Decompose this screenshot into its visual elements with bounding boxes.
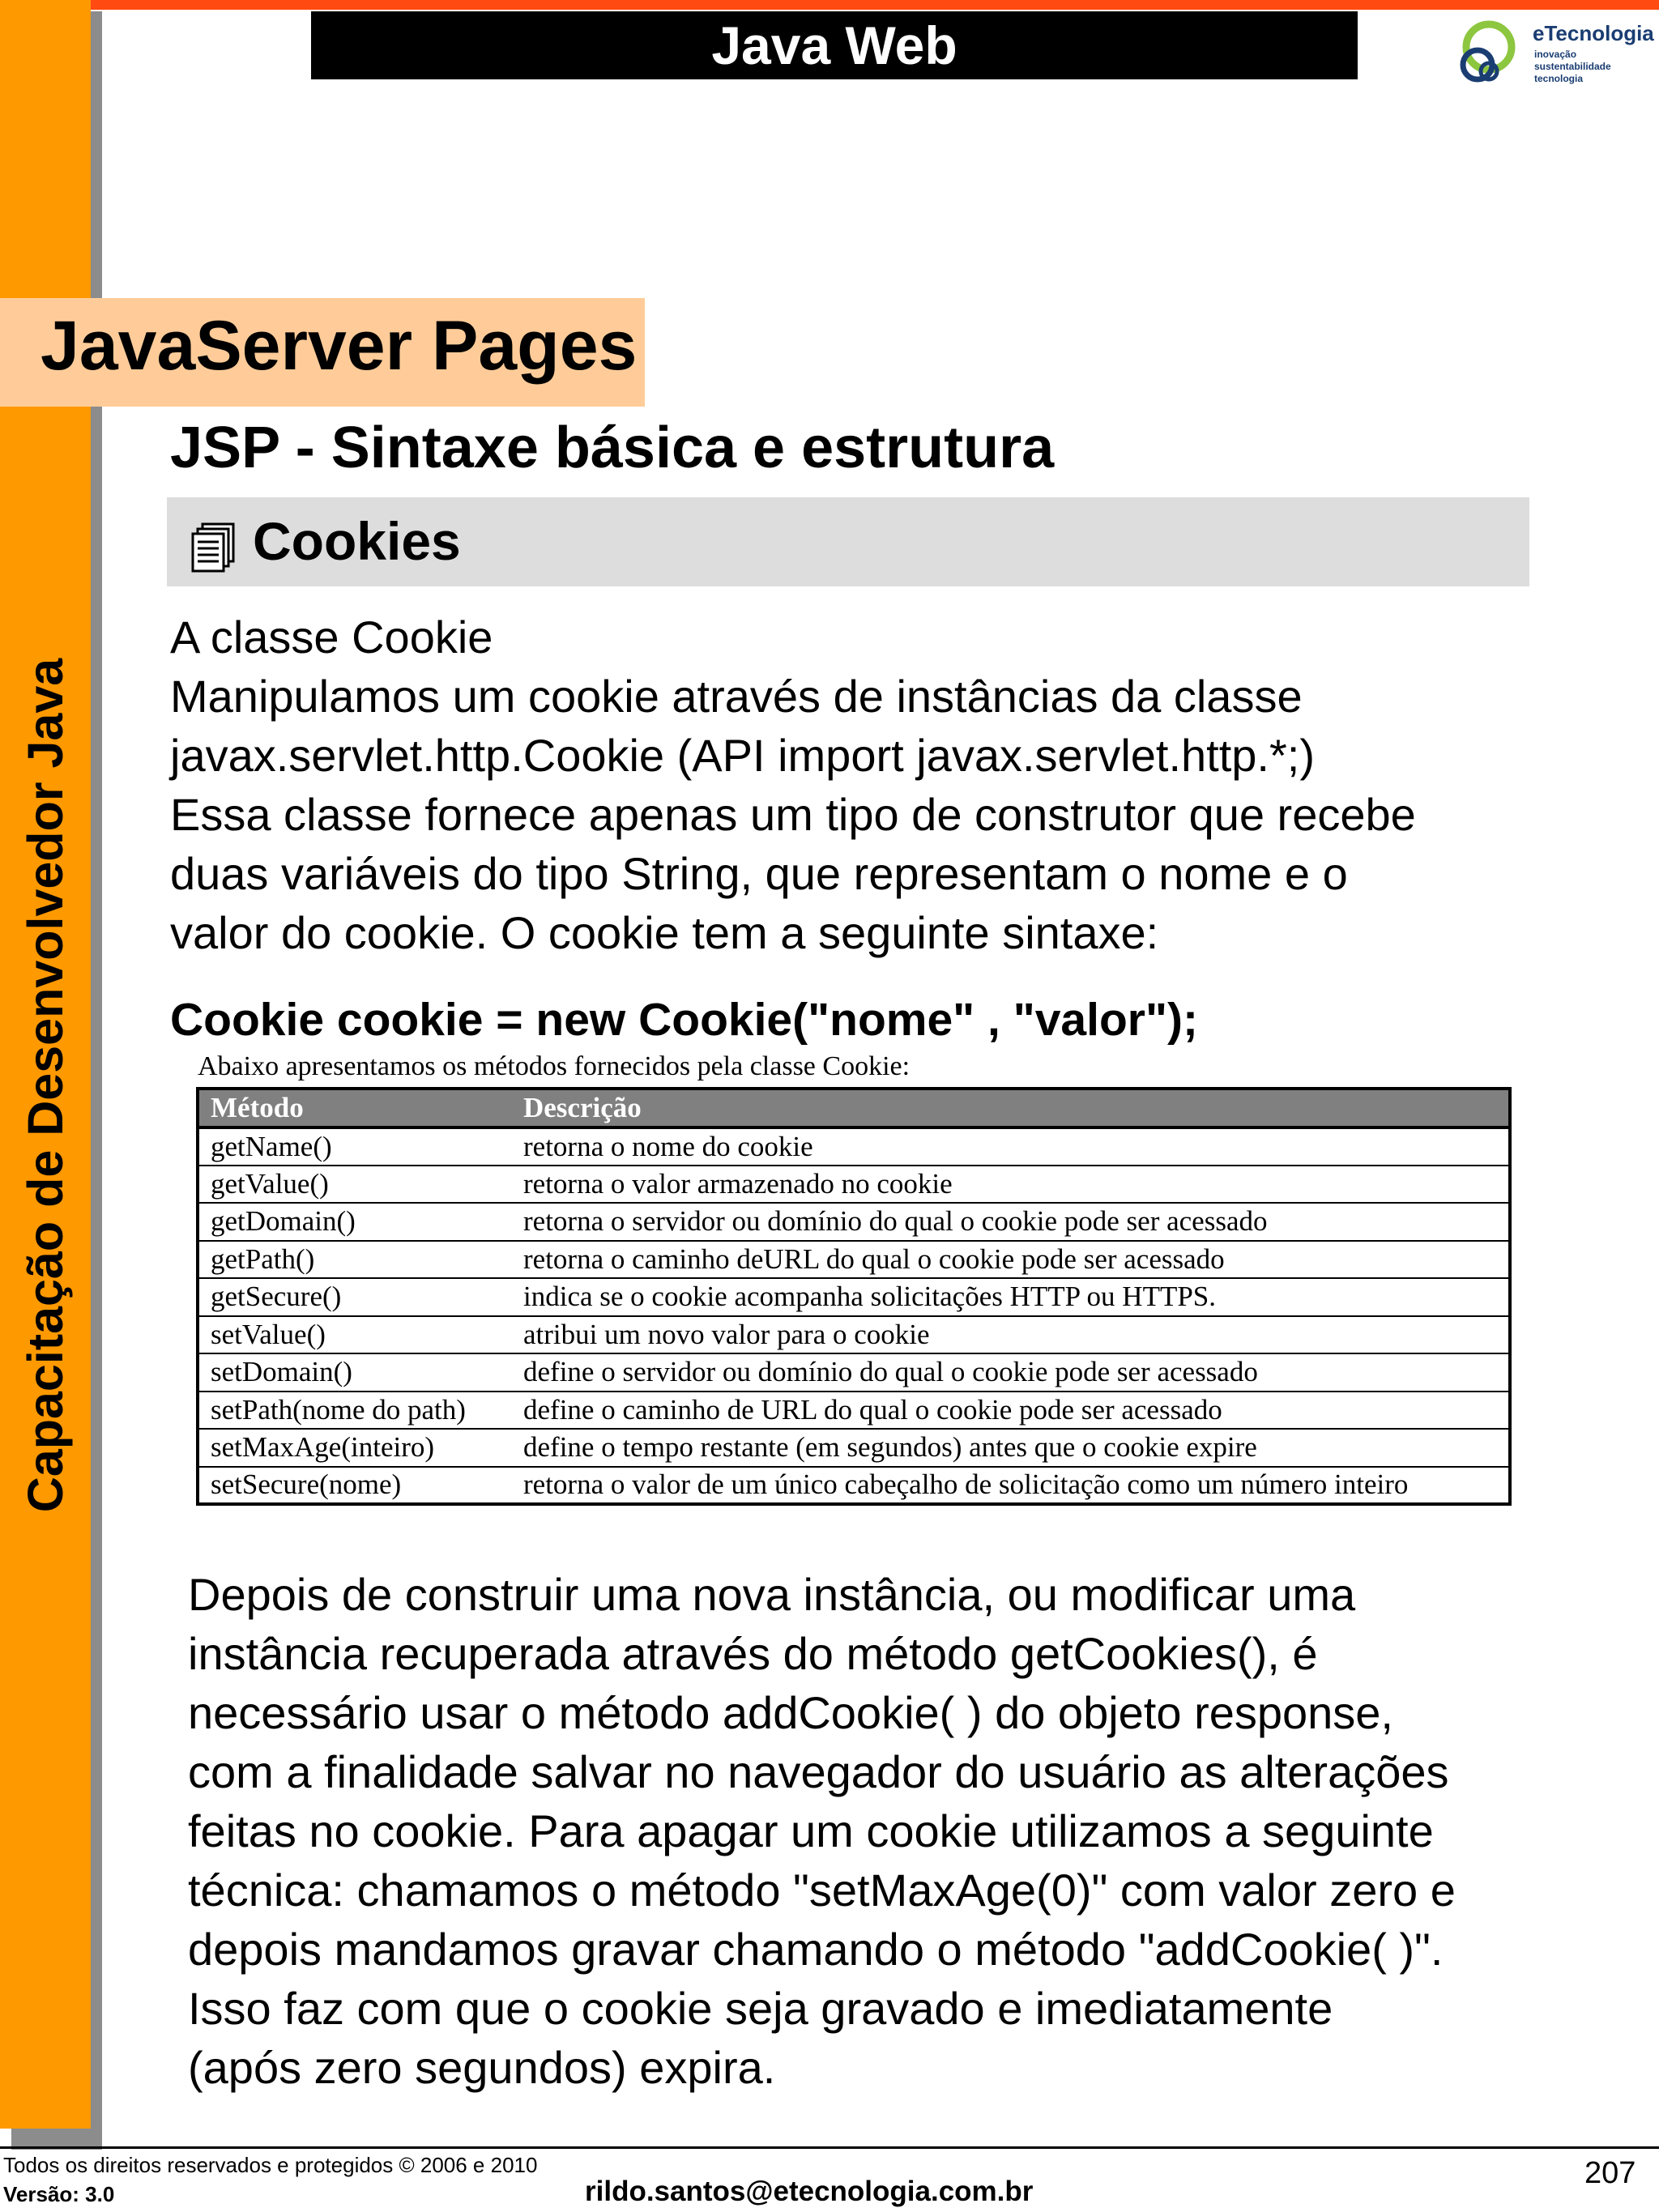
intro-paragraph	[170, 607, 1596, 962]
table-row	[198, 1241, 1510, 1279]
method-cell: getValue()	[198, 1166, 512, 1204]
description-cell: define o tempo restante (em segundos) antes que o cookie expire	[512, 1429, 1510, 1467]
description-cell: define o servidor ou domínio do qual o cookie pode ser acessado	[512, 1353, 1510, 1392]
intro-line: duas variáveis do tipo String, que representam o nome e o	[170, 848, 1348, 899]
description-cell: retorna o valor armazenado no cookie	[512, 1166, 1510, 1204]
logo-name: eTecnologia	[1533, 21, 1654, 45]
method-cell: setValue()	[198, 1316, 512, 1354]
intro-line: Essa classe fornece apenas um tipo de construtor que recebe	[170, 789, 1416, 840]
page-number: 207	[1584, 2156, 1636, 2190]
logo-mark-icon	[1452, 15, 1529, 92]
document-stack-icon	[191, 522, 237, 573]
intro-line: A classe Cookie	[170, 612, 493, 663]
footer-email: rildo.santos@etecnologia.com.br	[585, 2176, 1034, 2207]
footer-version: Versão: 3.0	[3, 2182, 115, 2206]
table-row	[198, 1429, 1510, 1467]
table-row	[198, 1316, 1510, 1354]
description-cell: indica se o cookie acompanha solicitações HTTP ou HTTPS.	[512, 1278, 1510, 1316]
outro-line: Isso faz com que o cookie seja gravado e imediatamente	[188, 1983, 1333, 2034]
intro-line: valor do cookie. O cookie tem a seguinte sintaxe:	[170, 907, 1159, 958]
method-cell: getSecure()	[198, 1278, 512, 1316]
method-cell: getName()	[198, 1127, 512, 1166]
outro-line: Depois de construir uma nova instância, ou modificar uma	[188, 1569, 1356, 1620]
logo-tagline: tecnologia	[1534, 73, 1584, 84]
column-header-description: Descrição	[512, 1089, 1510, 1127]
section-title: JavaServer Pages	[41, 307, 638, 385]
description-cell: retorna o caminho deURL do qual o cookie pode ser acessado	[512, 1241, 1510, 1279]
outro-paragraph	[188, 1565, 1614, 2097]
method-cell: setDomain()	[198, 1353, 512, 1392]
description-cell: retorna o servidor ou domínio do qual o cookie pode ser acessado	[512, 1203, 1510, 1241]
header-title: Java Web	[311, 11, 1358, 79]
method-cell: getDomain()	[198, 1203, 512, 1241]
table-row	[198, 1127, 1510, 1166]
table-row	[198, 1166, 1510, 1204]
table-row	[198, 1203, 1510, 1241]
footer-rights: Todos os direitos reservados e protegidos © 2006 e 2010	[3, 2153, 538, 2177]
sidebar-title: Capacitação de Desenvolvedor Java	[18, 658, 73, 1513]
table-caption: Abaixo apresentamos os métodos fornecidos pela classe Cookie:	[198, 1051, 911, 1081]
table-row	[198, 1392, 1510, 1430]
outro-line: com a finalidade salvar no navegador do usuário as alterações	[188, 1746, 1449, 1797]
etecnologia-logo	[1452, 15, 1659, 96]
methods-table	[196, 1087, 1512, 1506]
description-cell: retorna o nome do cookie	[512, 1127, 1510, 1166]
top-accent-line	[0, 0, 1659, 10]
outro-line: instância recuperada através do método getCookies(), é	[188, 1628, 1318, 1679]
table-row	[198, 1278, 1510, 1316]
footer-divider	[0, 2146, 1659, 2149]
outro-line: técnica: chamamos o método "setMaxAge(0)" com valor zero e	[188, 1865, 1456, 1916]
outro-line: depois mandamos gravar chamando o método "addCookie( )".	[188, 1924, 1444, 1975]
intro-line: Manipulamos um cookie através de instâncias da classe	[170, 671, 1303, 722]
column-header-method: Método	[198, 1089, 512, 1127]
intro-line: javax.servlet.http.Cookie (API import javax.servlet.http.*;)	[170, 730, 1315, 781]
table-row	[198, 1467, 1510, 1505]
outro-line: (após zero segundos) expira.	[188, 2042, 776, 2093]
code-example: Cookie cookie = new Cookie("nome" , "valor");	[170, 994, 1198, 1046]
outro-line: feitas no cookie. Para apagar um cookie utilizamos a seguinte	[188, 1805, 1434, 1856]
method-cell: getPath()	[198, 1241, 512, 1279]
description-cell: atribui um novo valor para o cookie	[512, 1316, 1510, 1354]
method-cell: setMaxAge(inteiro)	[198, 1429, 512, 1467]
description-cell: define o caminho de URL do qual o cookie pode ser acessado	[512, 1392, 1510, 1430]
table-row	[198, 1353, 1510, 1392]
page-subtitle: JSP - Sintaxe básica e estrutura	[170, 416, 1055, 480]
logo-tagline: sustentabilidade	[1534, 61, 1611, 72]
method-cell: setSecure(nome)	[211, 1468, 402, 1501]
description-cell: retorna o valor de um único cabeçalho de solicitação como um número inteiro	[523, 1468, 1409, 1501]
logo-tagline: inovação	[1534, 49, 1577, 60]
outro-line: necessário usar o método addCookie( ) do objeto response,	[188, 1687, 1393, 1738]
table-header-row	[198, 1089, 1510, 1127]
method-cell: setPath(nome do path)	[198, 1392, 512, 1430]
topic-title: Cookies	[253, 511, 461, 571]
